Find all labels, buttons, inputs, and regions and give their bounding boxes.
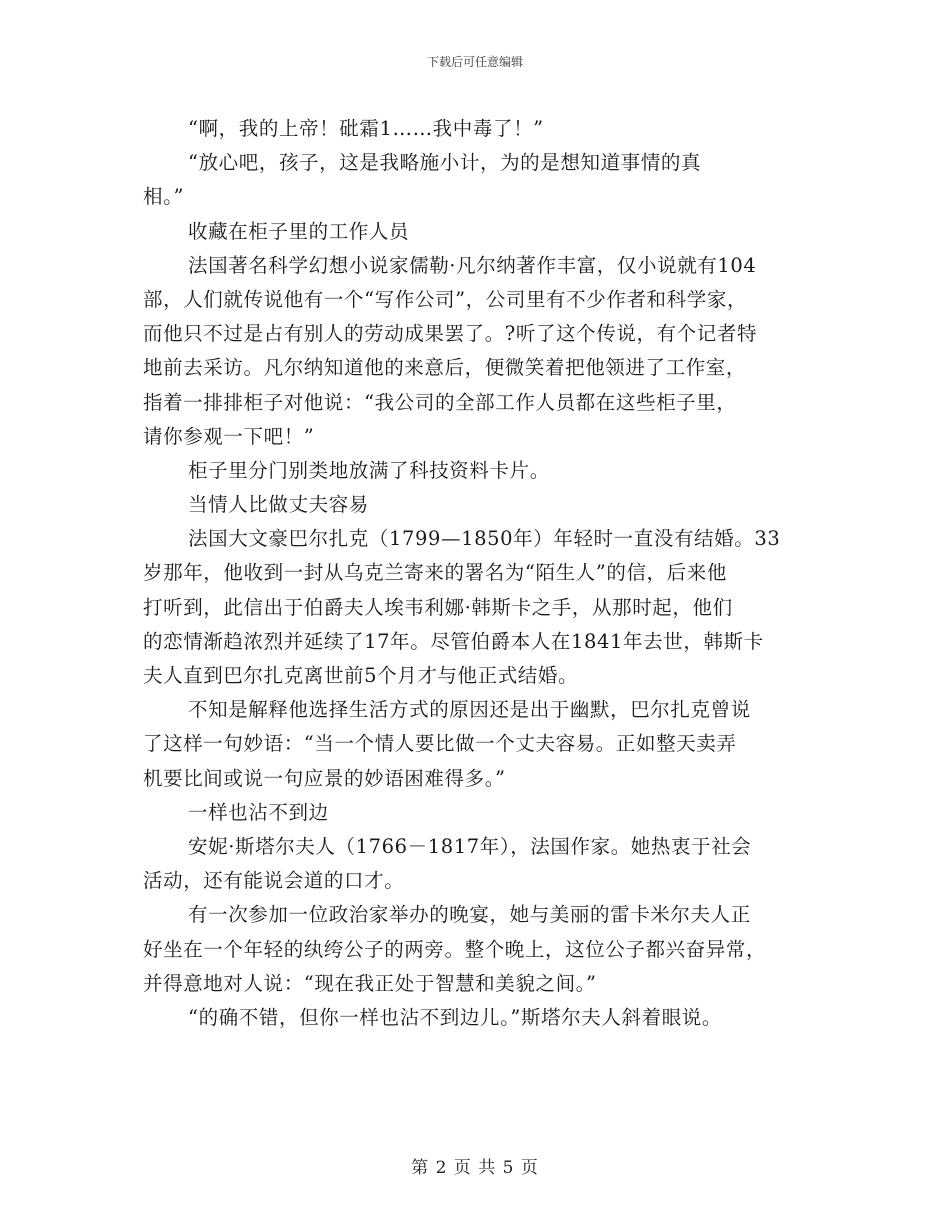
- text-line: 岁那年，他收到一封从乌克兰寄来的署名为“陌生人”的信，后来他: [143, 561, 727, 585]
- document-body: [143, 112, 811, 1035]
- section-title: 收藏在柜子里的工作人员: [188, 219, 410, 243]
- text-line: 有一次参加一位政治家举办的晚宴，她与美丽的雷卡米尔夫人正: [188, 903, 751, 927]
- text-line: 请你参观一下吧！”: [143, 424, 315, 448]
- page-number: 第 2 页 共 5 页: [411, 1158, 539, 1178]
- section-title: 一样也沾不到边: [188, 800, 329, 824]
- text-line: 柜子里分门别类地放满了科技资料卡片。: [188, 458, 550, 482]
- text-line: “放心吧，孩子，这是我略施小计，为的是想知道事情的真: [188, 151, 702, 175]
- text-line: 并得意地对人说：“现在我正处于智慧和美貌之间。”: [143, 971, 597, 995]
- text-line: 的恋情渐趋浓烈并延续了17年。尽管伯爵本人在1841年去世，韩斯卡: [143, 629, 764, 653]
- text-line: 而他只不过是占有别人的劳动成果罢了。?听了这个传说，有个记者特: [143, 322, 758, 346]
- text-line: 部，人们就传说他有一个“写作公司”，公司里有不少作者和科学家，: [143, 287, 748, 311]
- text-line: 好坐在一个年轻的纨绔公子的两旁。整个晚上，这位公子都兴奋异常，: [143, 937, 767, 961]
- text-line: 地前去采访。凡尔纳知道他的来意后，便微笑着把他领进了工作室，: [143, 356, 747, 380]
- page-header: 下载后可任意编辑: [426, 55, 523, 69]
- text-line: 指着一排排柜子对他说：“我公司的全部工作人员都在这些柜子里，: [143, 390, 737, 414]
- text-line: 夫人直到巴尔扎克离世前5个月才与他正式结婚。: [143, 664, 579, 687]
- text-line: “啊，我的上帝！砒霜1……我中毒了！”: [188, 117, 544, 140]
- text-line: “的确不错，但你一样也沾不到边儿。”斯塔尔夫人斜着眼说。: [188, 1005, 722, 1029]
- text-line: 了这样一句妙语：“当一个情人要比做一个丈夫容易。正如整天卖弄: [143, 732, 737, 756]
- section-title: 当情人比做丈夫容易: [188, 493, 369, 517]
- text-line: 法国著名科学幻想小说家儒勒·凡尔纳著作丰富，仅小说就有104: [188, 253, 757, 277]
- text-line: 相。”: [143, 185, 185, 209]
- text-line: 活动，还有能说会道的口才。: [143, 869, 405, 893]
- text-line: 打听到，此信出于伯爵夫人埃韦利娜·韩斯卡之手，从那时起，他们: [143, 595, 733, 619]
- text-line: 不知是解释他选择生活方式的原因还是出于幽默，巴尔扎克曾说: [188, 698, 751, 722]
- text-line: 法国大文豪巴尔扎克（1799—1850年）年轻时一直没有结婚。33: [188, 527, 781, 551]
- text-line: 安妮·斯塔尔夫人（1766－1817年），法国作家。她热衷于社会: [188, 834, 752, 858]
- text-line: 机要比间或说一句应景的妙语困难得多。”: [143, 766, 506, 790]
